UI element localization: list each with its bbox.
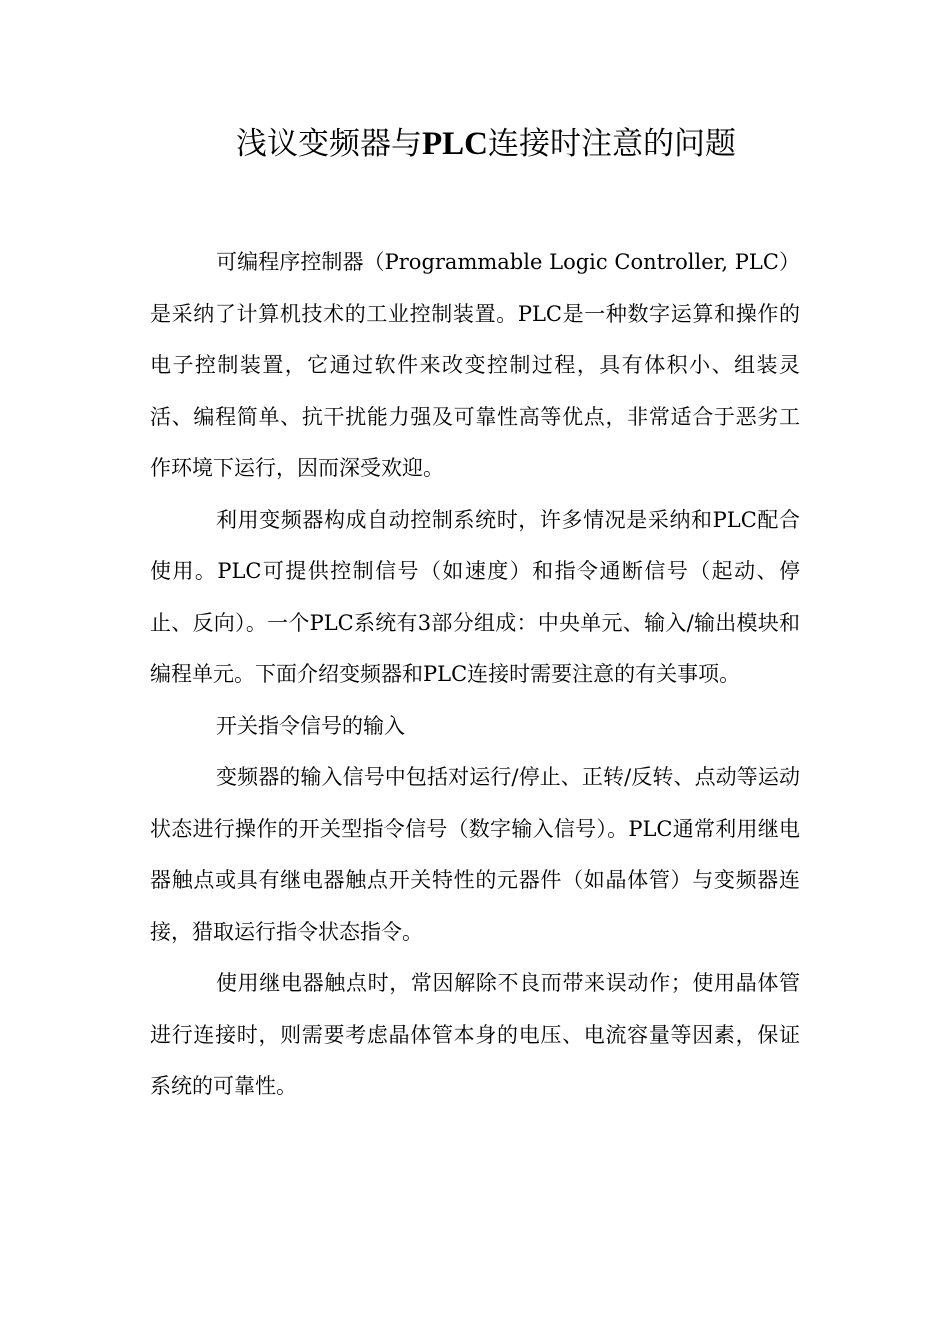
- document-body: [150, 237, 800, 1113]
- paragraph-input-signals: 变频器的输入信号中包括对运行/停止、正转/反转、点动等运动状态进行操作的开关型指令信号（数字输入信号）。PLC通常利用继电器触点或具有继电器触点开关特性的元器件（如晶体管）与变频器连接，猎取运行指令状态指令。: [150, 765, 800, 944]
- paragraph-plc-intro: 可编程序控制器（Programmable Logic Controller, PLC）是采纳了计算机技术的工业控制装置。PLC是一种数字运算和操作的电子控制装置，它通过软件来改变控制过程，具有体积小、组装灵活、编程简单、抗干扰能力强及可靠性高等优点，非常适合于恶劣工作环境下运行，因而深受欢迎。: [150, 250, 800, 480]
- paragraph-relay-transistor: 使用继电器触点时，常因解除不良而带来误动作；使用晶体管进行连接时，则需要考虑晶体管本身的电压、电流容量等因素，保证系统的可靠性。: [150, 971, 800, 1098]
- title-bold-term: PLC: [422, 126, 488, 162]
- title-suffix: 连接时注意的问题: [488, 126, 736, 162]
- title-prefix: 浅议变频器与: [236, 126, 422, 162]
- paragraph-inverter-plc-system: 利用变频器构成自动控制系统时，许多情况是采纳和PLC配合使用。PLC可提供控制信号（如速度）和指令通断信号（起动、停止、反向）。一个PLC系统有3部分组成：中央单元、输入/输出模块和编程单元。下面介绍变频器和PLC连接时需要注意的有关事项。: [150, 507, 800, 686]
- document-title: [150, 118, 800, 170]
- section-heading-switch-input: 开关指令信号的输入: [216, 713, 405, 738]
